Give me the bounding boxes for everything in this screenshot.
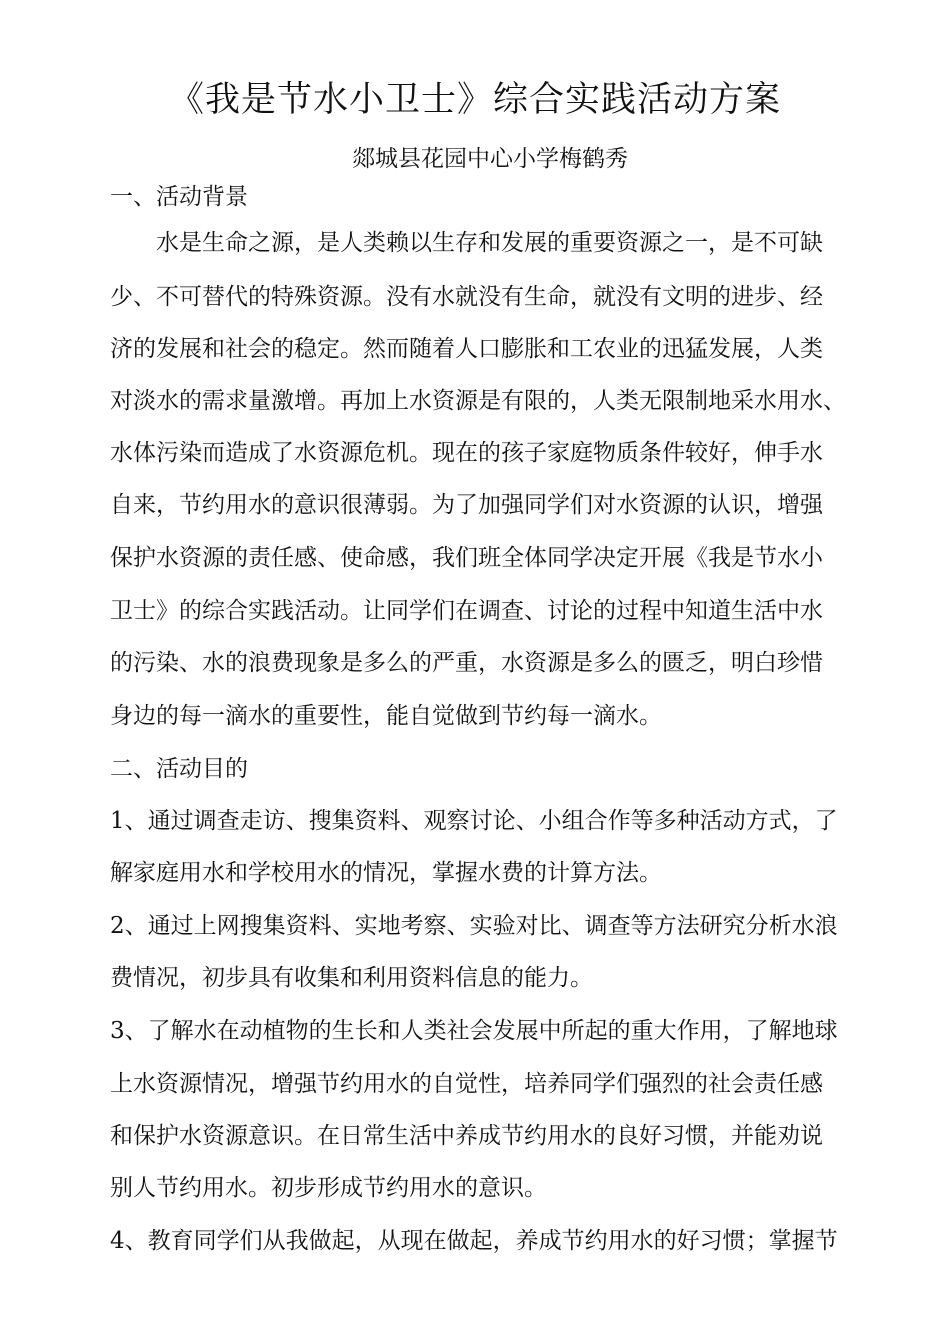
paragraph-line: 的污染、水的浪费现象是多么的严重，水资源是多么的匮乏，明白珍惜 (110, 650, 823, 676)
paragraph-line: 上水资源情况，增强节约用水的自觉性，培养同学们强烈的社会责任感 (110, 1071, 823, 1097)
paragraph-line: 对淡水的需求量激增。再加上水资源是有限的，人类无限制地采水用水、 (110, 388, 846, 414)
paragraph-line: 4、教育同学们从我做起，从现在做起，养成节约用水的好习惯；掌握节 (110, 1228, 838, 1254)
paragraph-line: 和保护水资源意识。在日常生活中养成节约用水的良好习惯，并能劝说 (110, 1123, 823, 1149)
paragraph-line: 保护水资源的责任感、使命感，我们班全体同学决定开展《我是节水小 (110, 545, 823, 571)
section-heading-background: 一、活动背景 (110, 184, 248, 210)
paragraph-line: 1、通过调查走访、搜集资料、观察讨论、小组合作等多种活动方式，了 (110, 808, 838, 834)
paragraph-line: 自来，节约用水的意识很薄弱。为了加强同学们对水资源的认识，增强 (110, 492, 823, 518)
paragraph-line: 别人节约用水。初步形成节约用水的意识。 (110, 1175, 547, 1201)
paragraph-line: 身边的每一滴水的重要性，能自觉做到节约每一滴水。 (110, 703, 662, 729)
paragraph-line: 水是生命之源，是人类赖以生存和发展的重要资源之一，是不可缺 (110, 230, 823, 256)
paragraph-line: 少、不可替代的特殊资源。没有水就没有生命，就没有文明的进步、经 (110, 284, 823, 310)
paragraph-line: 2、通过上网搜集资料、实地考察、实验对比、调查等方法研究分析水浪 (110, 913, 838, 939)
paragraph-line: 水体污染而造成了水资源危机。现在的孩子家庭物质条件较好，伸手水 (110, 440, 823, 466)
paragraph-line: 3、了解水在动植物的生长和人类社会发展中所起的重大作用，了解地球 (110, 1018, 838, 1044)
document-title: 《我是节水小卫士》综合实践活动方案 (168, 80, 781, 120)
section-heading-purpose: 二、活动目的 (110, 756, 248, 782)
paragraph-line: 解家庭用水和学校用水的情况，掌握水费的计算方法。 (110, 860, 662, 886)
paragraph-line: 费情况，初步具有收集和利用资料信息的能力。 (110, 965, 593, 991)
paragraph-line: 卫士》的综合实践活动。让同学们在调查、讨论的过程中知道生活中水 (110, 598, 823, 624)
paragraph-line: 济的发展和社会的稳定。然而随着人口膨胀和工农业的迅猛发展，人类 (110, 336, 823, 362)
document-author: 郯城县花园中心小学梅鹤秀 (352, 146, 628, 172)
